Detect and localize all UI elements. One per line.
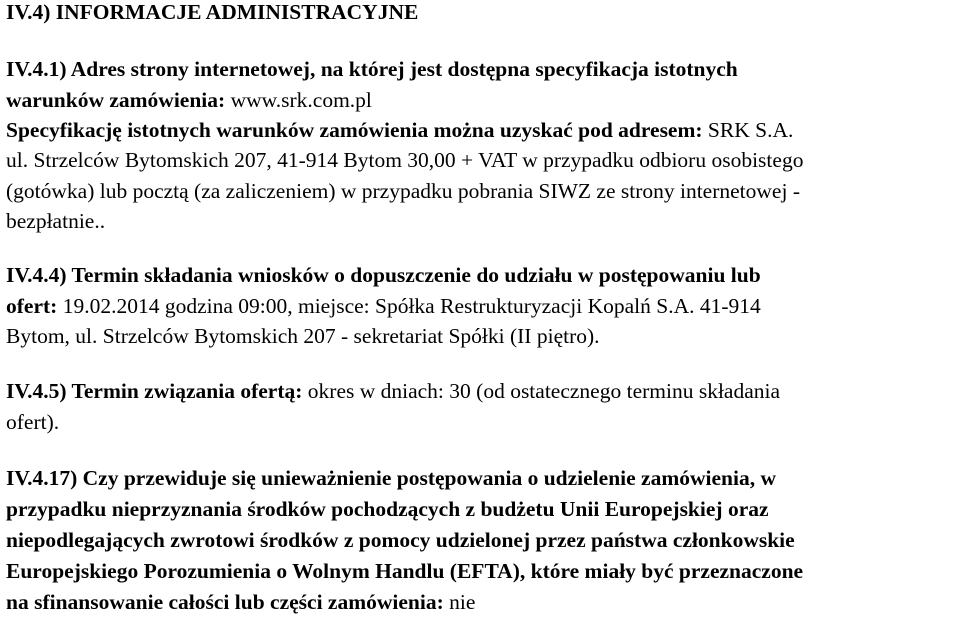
- spec-availability-label: Specyfikację istotnych warunków zamówienia można uzyskać pod adresem:: [6, 118, 708, 142]
- eu-funds-question-end: na sfinansowanie całości lub części zamówienia:: [6, 590, 450, 614]
- spec-availability-org: SRK S.A.: [707, 118, 794, 142]
- offer-binding-heading: IV.4.5) Termin związania ofertą:: [6, 379, 308, 403]
- spec-url-heading-line2: [6, 88, 372, 112]
- spec-availability-line: [6, 118, 793, 142]
- submission-deadline-label: ofert:: [6, 294, 63, 318]
- spec-address-line: ul. Strzelców Bytomskich 207, 41-914 Bytom 30,00 + VAT w przypadku odbioru osobistego: [6, 148, 804, 172]
- eu-funds-line4: Europejskiego Porozumienia o Wolnym Handlu (EFTA), które miały być przeznaczone: [6, 559, 804, 583]
- eu-funds-answer: nie: [449, 590, 476, 614]
- spec-payment-line: (gotówka) lub pocztą (za zaliczeniem) w przypadku pobrania SIWZ ze strony internetowej -: [6, 179, 800, 203]
- spec-free-line: bezpłatnie..: [6, 209, 106, 233]
- spec-url-heading-line1: IV.4.1) Adres strony internetowej, na której jest dostępna specyfikacja istotnych: [6, 57, 738, 81]
- section-header: IV.4) INFORMACJE ADMINISTRACYJNE: [6, 0, 419, 24]
- spec-url-heading-label: warunków zamówienia:: [6, 88, 231, 112]
- submission-deadline-heading: IV.4.4) Termin składania wniosków o dopuszczenie do udziału w postępowaniu lub: [6, 263, 761, 287]
- submission-deadline-place: Bytom, ul. Strzelców Bytomskich 207 - sekretariat Spółki (II piętro).: [6, 324, 600, 348]
- submission-deadline-line2: [6, 294, 761, 318]
- eu-funds-line1: IV.4.17) Czy przewiduje się unieważnienie postępowania o udzielenie zamówienia, w: [6, 466, 776, 490]
- submission-deadline-value: 19.02.2014 godzina 09:00, miejsce: Spółka Restrukturyzacji Kopalń S.A. 41-914: [62, 294, 761, 318]
- offer-binding-line: [6, 379, 780, 403]
- eu-funds-line5: [6, 590, 475, 614]
- offer-binding-value-end: ofert).: [6, 410, 60, 434]
- eu-funds-line3: niepodlegających zwrotowi środków z pomocy udzielonej przez państwa członkowskie: [6, 528, 795, 552]
- spec-url-link[interactable]: www.srk.com.pl: [230, 88, 372, 112]
- offer-binding-value: okres w dniach: 30 (od ostatecznego terminu składania: [307, 379, 781, 403]
- eu-funds-line2: przypadku nieprzyznania środków pochodzących z budżetu Unii Europejskiej oraz: [6, 497, 769, 521]
